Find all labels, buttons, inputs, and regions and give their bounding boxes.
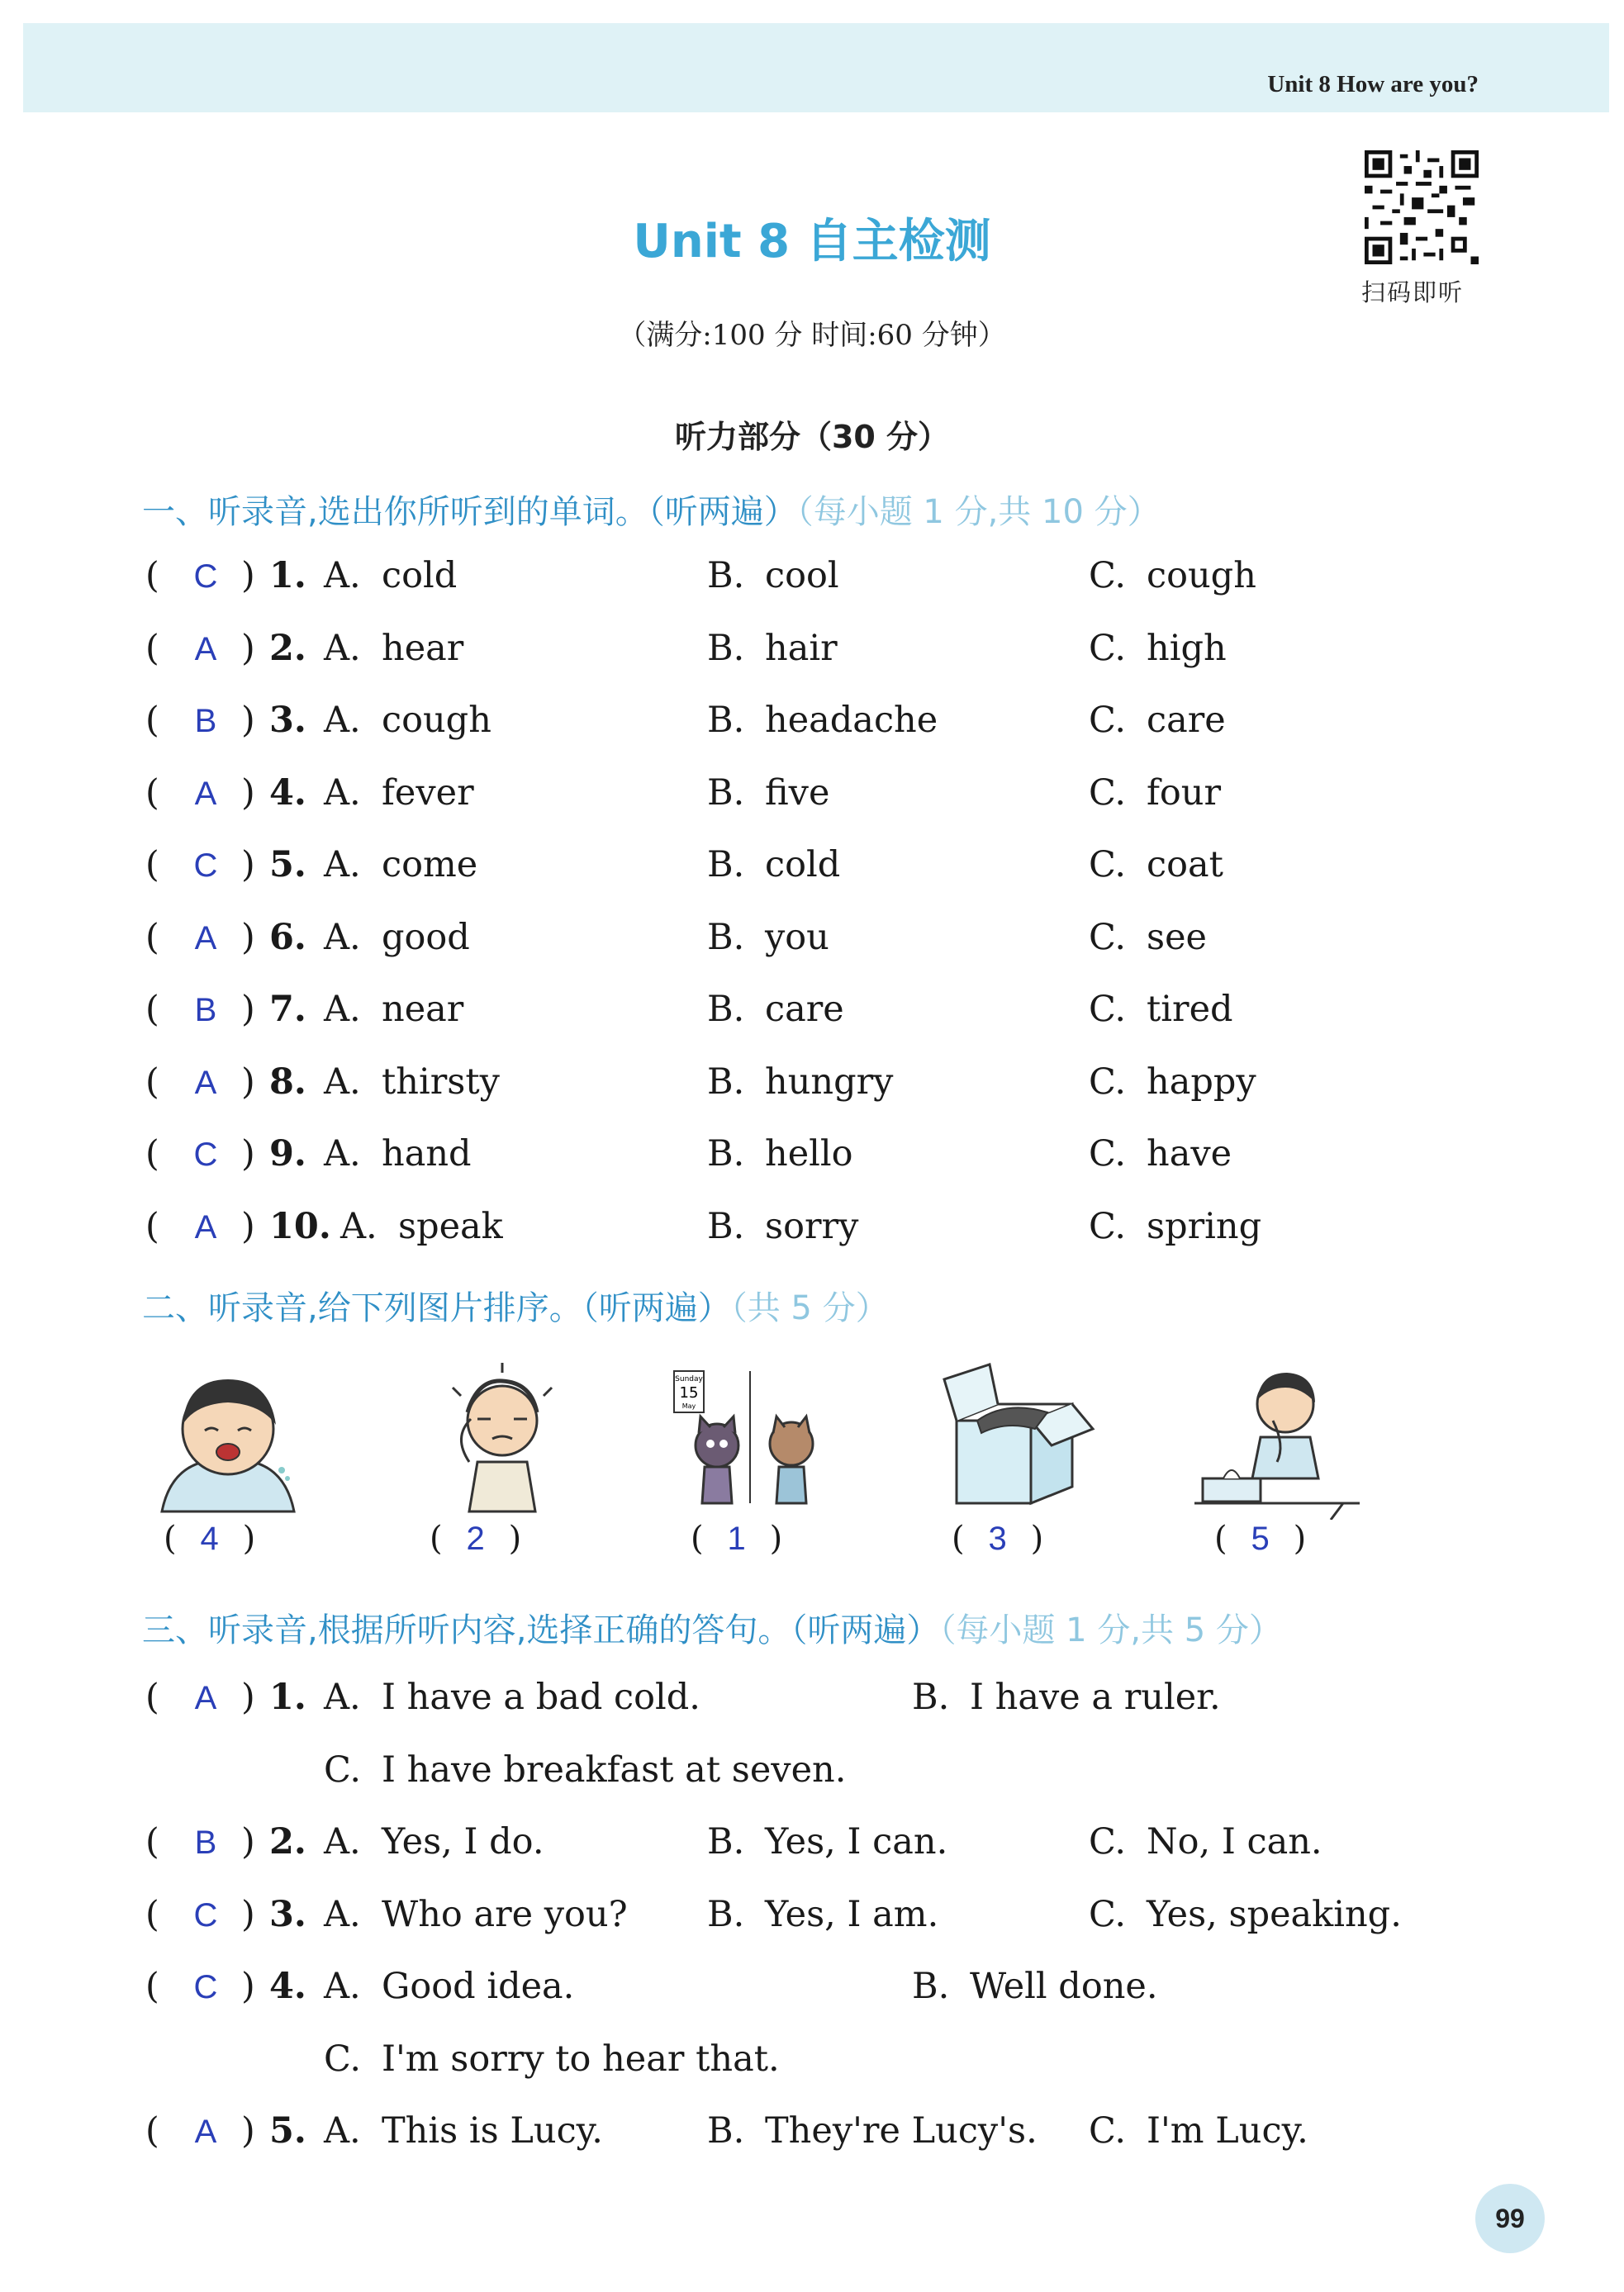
option-text: sorry [765,1205,859,1247]
paren-close: ) [241,989,255,1030]
paren-close: ) [241,844,255,885]
section3-heading-note: （每小题 1 分,共 5 分） [939,1611,1282,1649]
paren-open: ( [952,1520,965,1558]
option-text: four [1147,771,1222,814]
question-number: 9. [269,1133,306,1174]
option-c [1089,1821,1322,1863]
question-number: 4. [269,771,306,814]
paren-open: ( [145,1133,159,1174]
option-letter: A. [340,1205,378,1247]
word-choice-row [0,989,1624,1038]
option-text: Yes, speaking. [1147,1893,1402,1935]
paren-open: ( [164,1520,177,1558]
paren-open: ( [145,627,159,669]
option-c [1089,628,1227,669]
option-letter: A. [324,1677,361,1718]
option-c [1089,555,1256,596]
option-letter: C. [1089,1133,1127,1174]
option-a [324,555,457,596]
option-text: Yes, I can. [765,1821,948,1863]
option-letter: B. [707,700,745,741]
paren-close: ) [241,2110,255,2152]
paren-close: ) [242,1520,256,1558]
paren-open: ( [145,1677,159,1718]
picture-order-number: 3 [988,1521,1007,1557]
option-b [707,844,840,885]
option-b [707,772,829,814]
option-text: see [1147,916,1207,958]
option-c [324,2038,780,2080]
picture-answer [164,1520,255,1558]
header-unit-label: Unit 8 How are you? [1267,71,1479,97]
option-a [324,844,477,885]
option-letter: A. [324,1821,361,1863]
option-text: cold [382,555,458,596]
option-letter: B. [912,1677,950,1718]
score-time-subtitle: （满分:100 分 时间:60 分钟） [618,319,1006,352]
part-title: 听力部分（30 分） [674,419,950,455]
option-letter: B. [912,1966,950,2007]
word-choice-row [0,1133,1624,1183]
option-letter: B. [707,2110,745,2152]
option-text: high [1147,627,1227,669]
option-text: cold [765,844,841,885]
paren-close: ) [241,627,255,669]
option-letter: A. [324,989,361,1030]
option-text: you [765,916,829,958]
paren-open: ( [145,771,159,814]
paren-close: ) [241,700,255,741]
section1-heading-note: （每小题 1 分,共 10 分） [796,493,1161,531]
paren-close: ) [508,1520,522,1558]
option-letter: B. [707,1205,745,1247]
option-letter: C. [1089,1205,1127,1247]
paren-close: ) [241,1133,255,1174]
answer-letter: C [193,847,218,884]
option-text: happy [1147,1061,1256,1103]
paren-open: ( [145,1893,159,1935]
paren-open: ( [430,1520,443,1558]
paren-open: ( [145,555,159,596]
option-b [912,1677,1221,1718]
option-b [707,1133,853,1174]
option-letter: C. [1089,989,1127,1030]
section3-heading-main: 三、听录音,根据所听内容,选择正确的答句。（听两遍） [142,1611,940,1649]
option-c [1089,1206,1261,1247]
answer-letter: B [194,1825,217,1861]
option-text: hungry [765,1061,894,1103]
option-c [324,1749,846,1791]
answer-letter: B [194,992,217,1028]
picture-answer [430,1520,521,1558]
option-b [707,700,938,741]
paren-open: ( [145,1966,159,2007]
option-letter: C. [324,1749,362,1791]
option-c [1089,989,1233,1030]
option-text: hair [765,627,838,669]
option-b [707,555,839,596]
paren-close: ) [241,555,255,596]
paren-close: ) [241,1677,255,1718]
option-a [324,700,491,741]
paren-close: ) [241,1966,255,2007]
picture-answer [691,1520,782,1558]
header-band [23,23,1609,112]
option-a [324,989,463,1030]
option-letter: A. [324,771,361,814]
picture-order-number: 2 [466,1521,485,1557]
word-choice-row [0,1061,1624,1111]
box-icon [932,1355,1097,1520]
word-choice-row [0,700,1624,749]
option-c [1089,917,1207,958]
picture-order-number: 4 [200,1521,219,1557]
paren-open: ( [145,989,159,1030]
option-text: Good idea. [382,1966,575,2007]
option-text: tired [1147,989,1233,1030]
option-letter: C. [1089,700,1127,741]
crying-boy-icon [145,1355,311,1520]
option-text: good [382,916,470,958]
option-letter: B. [707,916,745,958]
section1-heading-main: 一、听录音,选出你所听到的单词。（听两遍） [142,493,797,531]
option-text: I have a ruler. [970,1677,1221,1718]
option-text: thirsty [382,1061,500,1103]
option-letter: A. [324,2110,361,2152]
option-text: Yes, I am. [765,1893,939,1935]
section1-heading [142,486,1161,533]
word-choice-row [0,628,1624,677]
section2-heading-main: 二、听录音,给下列图片排序。（听两遍） [142,1289,731,1327]
option-letter: A. [324,916,361,958]
option-letter: B. [707,1893,745,1935]
option-a [324,1061,500,1103]
option-letter: A. [324,844,361,885]
option-letter: C. [1089,771,1127,814]
option-text: I'm sorry to hear that. [382,2038,780,2080]
response-choice-row [0,1966,1624,2080]
option-letter: A. [324,555,361,596]
page-number: 99 [1475,2184,1545,2253]
option-b [707,628,838,669]
option-letter: B. [707,1133,745,1174]
option-letter: B. [707,844,745,885]
paren-close: ) [241,1821,255,1863]
option-text: They're Lucy's. [765,2110,1038,2152]
option-text: five [765,771,830,814]
option-text: No, I can. [1147,1821,1322,1863]
paren-open: ( [145,1205,159,1247]
option-c [1089,2110,1308,2152]
response-choice-row [0,1894,1624,1943]
option-letter: A. [324,1893,361,1935]
paren-open: ( [145,700,159,741]
option-text: hello [765,1133,853,1174]
option-letter: B. [707,627,745,669]
option-letter: A. [324,1061,361,1103]
option-text: I have breakfast at seven. [382,1749,847,1791]
option-text: spring [1147,1205,1262,1247]
picture-answer [952,1520,1043,1558]
answer-letter: A [194,2114,217,2150]
option-b [707,917,829,958]
answer-letter: A [194,919,217,956]
answer-letter: C [193,1896,218,1934]
option-b [707,989,844,1030]
answer-letter: A [194,1680,217,1716]
option-letter: B. [707,1061,745,1103]
paren-open: ( [1214,1520,1227,1558]
option-b [707,1894,938,1935]
answer-letter: A [194,775,217,812]
option-text: Who are you? [382,1893,628,1935]
response-choice-row [0,1821,1624,1871]
paren-close: ) [1030,1520,1044,1558]
option-text: have [1147,1133,1232,1174]
option-a [324,1133,472,1174]
option-text: Well done. [970,1966,1158,2007]
option-letter: C. [1089,916,1127,958]
option-c [1089,700,1226,741]
option-letter: C. [1089,1821,1127,1863]
option-text: speak [398,1205,503,1247]
calendar-day: Sunday [675,1375,703,1383]
word-choice-row [0,917,1624,966]
option-a [324,1966,574,2007]
option-a [324,1894,628,1935]
option-letter: B. [707,989,745,1030]
question-number: 6. [269,916,306,958]
paren-open: ( [691,1520,704,1558]
calendar-month: May [681,1402,696,1410]
answer-letter: B [194,703,217,739]
option-text: care [1147,700,1226,741]
question-number: 10. [269,1205,331,1247]
paren-open: ( [145,2110,159,2152]
option-b [707,2110,1038,2152]
option-b [707,1206,858,1247]
animals-phone-icon [667,1355,833,1520]
word-choice-row [0,555,1624,605]
question-number: 7. [269,989,306,1030]
option-c [1089,844,1223,885]
option-b [707,1061,893,1103]
answer-letter: C [193,1969,218,2005]
option-text: headache [765,700,938,741]
picture-order-number: 5 [1251,1521,1270,1557]
option-text: hear [382,627,464,669]
answer-letter: A [194,630,217,667]
paren-close: ) [241,916,255,958]
paren-close: ) [241,1061,255,1103]
paren-open: ( [145,844,159,885]
paren-open: ( [145,916,159,958]
question-number: 8. [269,1061,306,1103]
response-choice-row [0,2110,1624,2160]
option-text: fever [382,771,474,814]
question-number: 5. [269,844,306,885]
question-number: 1. [269,1677,306,1718]
question-number: 2. [269,627,306,669]
option-c [1089,772,1221,814]
sick-boy-icon [420,1355,585,1520]
picture-order-number: 1 [727,1521,746,1557]
paren-close: ) [241,1205,255,1247]
section2-heading [142,1282,889,1329]
option-text: This is Lucy. [382,2110,603,2152]
section3-heading [142,1604,1282,1651]
option-b [912,1966,1158,2007]
boy-tissue-icon [1194,1355,1360,1520]
option-text: I'm Lucy. [1147,2110,1308,2152]
picture-answer [1214,1520,1306,1558]
paren-close: ) [1293,1520,1307,1558]
option-letter: C. [1089,1061,1127,1103]
question-number: 3. [269,1893,306,1935]
question-number: 3. [269,700,306,741]
option-c [1089,1061,1256,1103]
option-a [324,772,474,814]
option-letter: C. [1089,844,1127,885]
section2-heading-note: （共 5 分） [730,1289,889,1327]
option-letter: C. [1089,2110,1127,2152]
question-number: 1. [269,555,306,596]
calendar-date: 15 [679,1384,699,1402]
option-a [324,1677,700,1718]
option-letter: C. [324,2038,362,2080]
word-choice-row [0,844,1624,894]
option-a [324,628,463,669]
option-letter: A. [324,627,361,669]
option-letter: B. [707,1821,745,1863]
question-number: 4. [269,1966,306,2007]
answer-letter: A [194,1208,217,1246]
response-choice-row [0,1677,1624,1791]
option-text: cough [382,700,491,741]
option-b [707,1821,947,1863]
answer-letter: C [193,558,218,595]
paren-close: ) [769,1520,783,1558]
qr-label: 扫码即听 [1361,278,1465,306]
answer-letter: A [194,1064,217,1101]
option-text: I have a bad cold. [382,1677,700,1718]
word-choice-row [0,772,1624,822]
paren-open: ( [145,1061,159,1103]
option-text: Yes, I do. [382,1821,544,1863]
option-letter: C. [1089,555,1127,596]
option-letter: B. [707,555,745,596]
option-text: near [382,989,464,1030]
option-letter: A. [324,1133,361,1174]
option-letter: B. [707,771,745,814]
question-number: 5. [269,2110,306,2152]
option-text: care [765,989,844,1030]
paren-close: ) [241,771,255,814]
option-letter: A. [324,700,361,741]
page-title: Unit 8 自主检测 [633,215,991,268]
paren-open: ( [145,1821,159,1863]
question-number: 2. [269,1821,306,1863]
option-a [324,2110,603,2152]
option-c [1089,1133,1232,1174]
option-a [340,1206,503,1247]
paren-close: ) [241,1893,255,1935]
word-choice-row [0,1206,1624,1255]
option-letter: A. [324,1966,361,2007]
option-text: coat [1147,844,1223,885]
option-text: hand [382,1133,472,1174]
option-letter: C. [1089,627,1127,669]
option-text: cough [1147,555,1256,596]
option-a [324,917,470,958]
option-text: come [382,844,478,885]
option-letter: C. [1089,1893,1127,1935]
option-a [324,1821,544,1863]
option-text: cool [765,555,839,596]
answer-letter: C [193,1137,218,1173]
option-c [1089,1894,1402,1935]
